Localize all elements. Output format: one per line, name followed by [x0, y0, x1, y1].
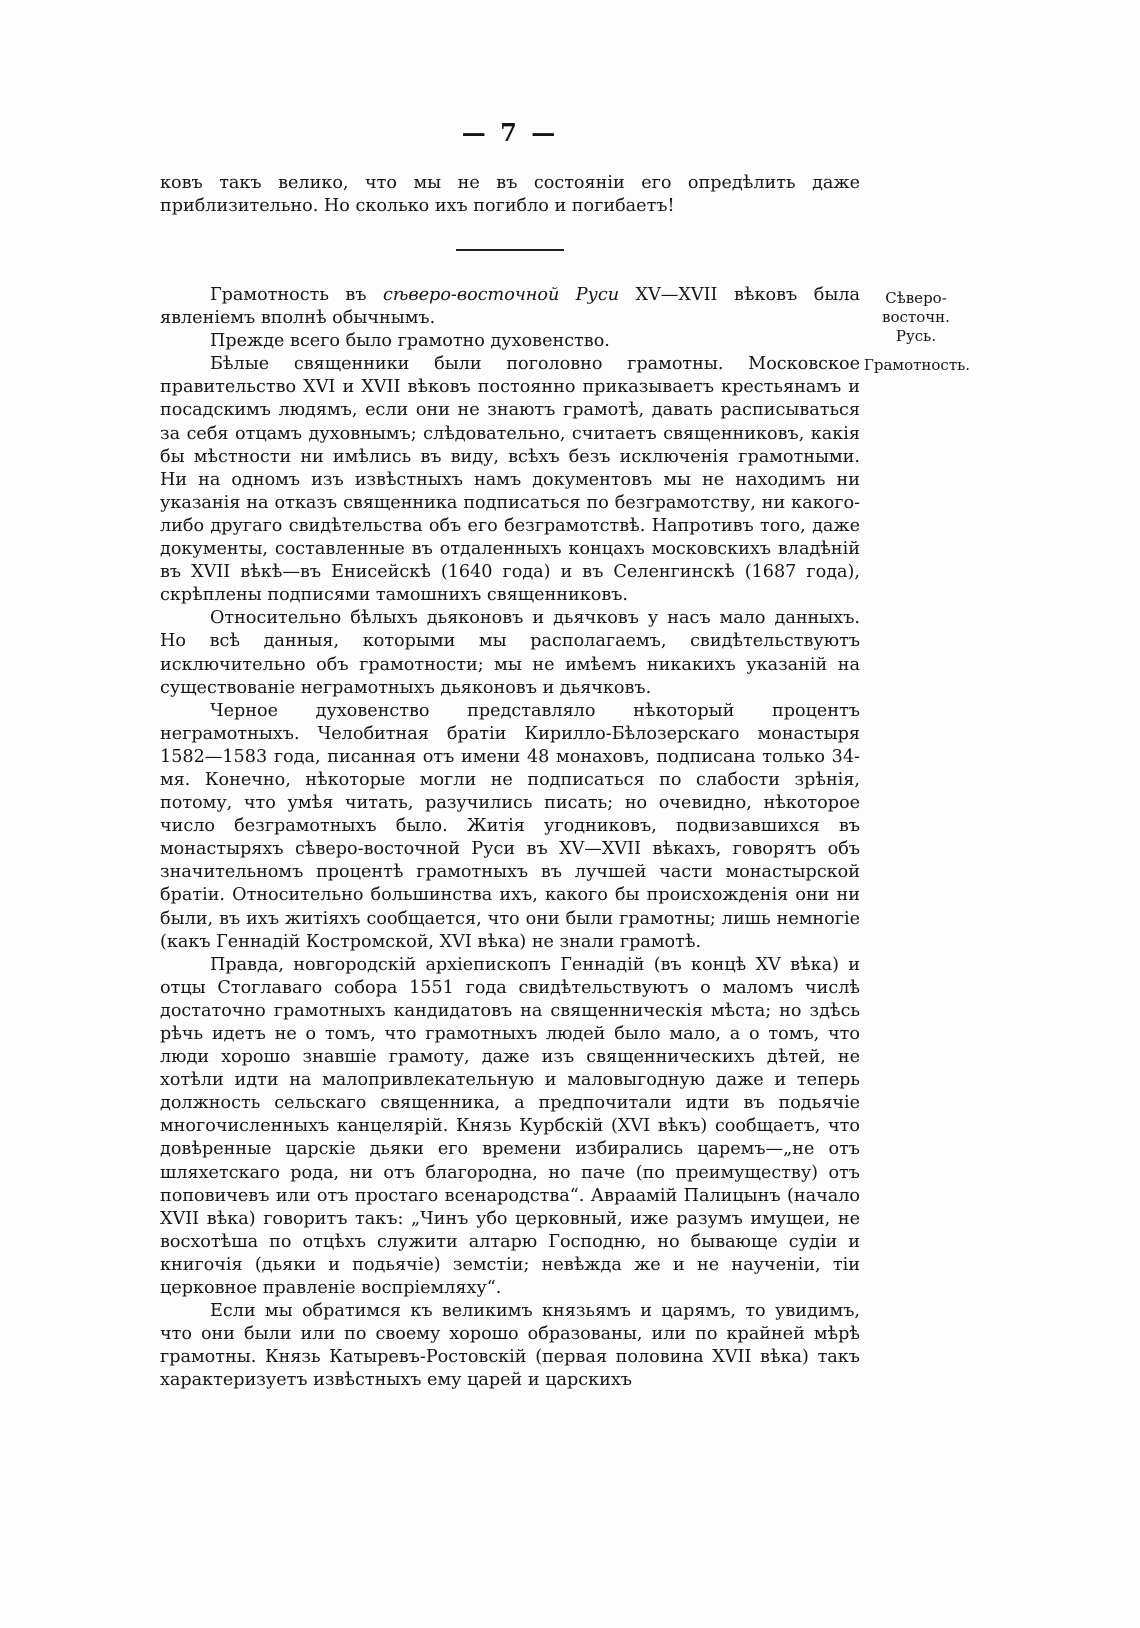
- main-text: [160, 284, 860, 1393]
- paragraph-intro: [160, 284, 860, 330]
- paragraph-intro-end: XV—XVII вѣковъ была явленiемъ вполнѣ обычнымъ.: [160, 285, 860, 329]
- paragraph-continuation: ковъ такъ велико, что мы не въ состоянiи его опредѣлить даже приблизительно. Но сколько ихъ погибло и погибаетъ!: [160, 173, 860, 217]
- paragraph-black-clergy: Черное духовенство представляло нѣкоторый процентъ неграмотныхъ. Челобитная братiи Кирилло-Бѣлозерскаго монастыря 1582—1583 года, писанная отъ имени 48 монаховъ, подписана только 34-мя. Конечно, нѣкоторые могли не подписаться по слабости зрѣнiя, потому, что умѣя читать, разучились писать; но очевидно, нѣкоторое число безграмотныхъ было. Житiя угодниковъ, подвизавшихся въ монастыряхъ сѣверо-восточной Руси въ XV—XVII вѣкахъ, говорятъ объ значительномъ процентѣ грамотныхъ въ лучшей части монастырской братiи. Относительно большинства ихъ, какого бы происхожденiя они ни были, въ ихъ житiяхъ сообщается, что они были грамотны; лишь немногiе (какъ Геннадiй Костромской, XVI вѣка) не знали грамотѣ.: [160, 700, 860, 952]
- section-divider: [456, 249, 564, 251]
- margin-note-north-east-rus: Сѣверо-восточн. Русь.: [882, 289, 950, 345]
- paragraph-gennady: Правда, новгородскiй архiепископъ Геннадiй (въ концѣ XV вѣка) и отцы Стоглаваго собора 1551 года свидѣтельствуютъ о маломъ числѣ достаточно грамотныхъ кандидатовъ на священническiя мѣста; но здѣсь рѣчь идетъ не о томъ, что грамотныхъ людей было мало, а о томъ, что люди хорошо знавшiе грамоту, даже изъ священническихъ дѣтей, не хотѣли идти на малопривлекательную и маловыгодную даже и теперь должность сельскаго священника, а предпочитали идти въ подьячiе многочисленныхъ канцелярiй. Князь Курбскiй (XVI вѣкъ) сообщаетъ, что довѣренные царскiе дьяки его времени избирались царемъ—„не отъ шляхетскаго рода, ни отъ благородна, но паче (по преимуществу) отъ поповичевъ или отъ простаго всенародства“. Авраамiй Палицынъ (начало XVII вѣка) говоритъ такъ: „Чинъ убо церковный, иже разумъ имущеи, не восхотѣша по отцѣхъ служити алтарю Господню, но бывающе судiи и книгочiя (дьяки и подьячiе) земстiи; невѣжда же и не наученiи, тiи церковное правленiе воспрiемляху“.: [160, 954, 860, 1299]
- paragraph-intro-start: Грамотность въ: [210, 285, 384, 305]
- paragraph-deacons: Относительно бѣлыхъ дьяконовъ и дьячковъ у насъ мало данныхъ. Но всѣ данныя, которыми мы располагаемъ, свидѣтельствуютъ исключительно объ грамотности; мы не имѣемъ никакихъ указанiй на существованiе неграмотныхъ дьяконовъ и дьячковъ.: [160, 608, 860, 698]
- page-number: — 7 —: [461, 118, 559, 147]
- margin-note-literacy: Грамотность.: [863, 356, 971, 374]
- paragraph-princes: Если мы обратимся къ великимъ князьямъ и царямъ, то увидимъ, что они были или по своему хорошо образованы, или по крайней мѣрѣ грамотны. Князь Катыревъ-Ростовскiй (первая половина XVII вѣка) такъ характеризуетъ извѣстныхъ ему царей и царскихъ: [160, 1301, 860, 1391]
- paragraph-clergy: Прежде всего было грамотно духовенство.: [210, 331, 610, 352]
- emphasized-phrase: сѣверо-восточной Руси: [383, 285, 620, 305]
- paragraph-white-priests: Бѣлые священники были поголовно грамотны. Московское правительство XVI и XVII вѣковъ постоянно приказываетъ крестьянамъ и посадскимъ людямъ, если они не знаютъ грамотѣ, давать расписываться за себя отцамъ духовнымъ; слѣдовательно, считаетъ священниковъ, какiя бы мѣстности ни имѣлись въ виду, всѣхъ безъ исключенiя грамотными. Ни на одномъ изъ извѣстныхъ намъ документовъ мы не находимъ ни указанiя на отказъ священника подписаться по безграмотству, ни какого-либо другаго свидѣтельства объ его безграмотствѣ. Напротивъ того, даже документы, составленные въ отдаленныхъ концахъ московскихъ владѣнiй въ XVII вѣкѣ—въ Енисейскѣ (1640 года) и въ Селенгинскѣ (1687 года), скрѣплены подписями тамошнихъ священниковъ.: [160, 354, 860, 606]
- continued-paragraph: [160, 172, 860, 218]
